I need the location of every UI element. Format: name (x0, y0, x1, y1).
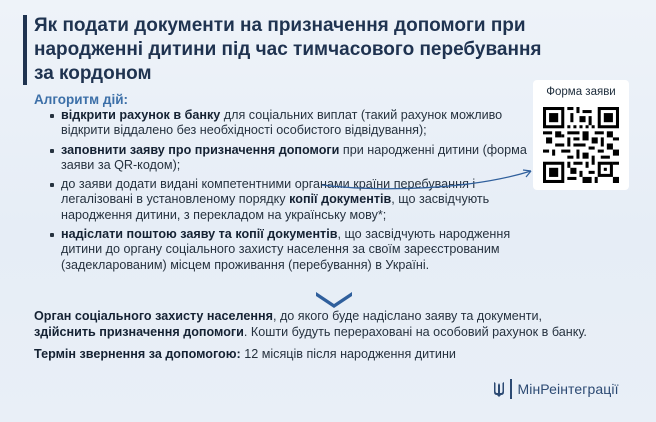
term-label: Термін звернення за допомогою: (34, 347, 241, 361)
step-3-bold: копії документів (289, 192, 392, 207)
step-4-text: , що засвідчують народження дитини до органу соціального захисту населення за своїм зареєстрованим (задекларованим) місцем проживання (перебування) в Україні. (61, 227, 511, 272)
title-accent-bar (23, 15, 27, 85)
result-paragraph (34, 308, 604, 340)
page-title: Як подати документи на призначення допомоги при народженні дитини під час тимчасового перебування за кордоном (34, 15, 542, 84)
list-item (50, 227, 530, 273)
qr-label: Форма заяви (546, 86, 616, 98)
ministry-logo (493, 378, 619, 400)
step-1-text: для соціальних виплат (такий рахунок можливо відкрити віддалено без необхідності особистого відвідування); (61, 108, 503, 138)
result-text-2: . Кошти будуть перераховані на особовий рахунок в банку. (243, 325, 587, 339)
chevron-down-icon (316, 290, 352, 308)
step-1-bold: відкрити рахунок в банку (61, 108, 221, 122)
qr-code-icon (543, 107, 619, 183)
logo-divider (510, 379, 512, 399)
step-4-bold: надіслати поштою заяву та копії документів (61, 227, 338, 242)
algorithm-title: Алгоритм дій: (34, 92, 129, 107)
term-paragraph (34, 346, 604, 362)
result-bold-1: Орган соціального захисту населення (34, 309, 273, 323)
result-block (34, 308, 604, 368)
step-2-bold: заповнити заяву про призначення допомоги (61, 142, 340, 157)
result-text-1: , до якого буде надіслано заяву та документи, (272, 309, 542, 323)
list-item (50, 143, 530, 174)
list-item (50, 177, 530, 223)
qr-card[interactable] (533, 80, 629, 190)
steps-list (50, 108, 530, 277)
list-item (50, 108, 530, 139)
trident-icon (493, 380, 505, 398)
logo-text: МінРеінтеграції (517, 381, 619, 397)
step-3-text-b: , що засвідчують народження дитини, з перекладом на українську мову*; (61, 192, 490, 222)
step-3-text-a: до заяви додати видані компетентними органами країни перебування і легалізовані в установленому порядку (61, 177, 476, 207)
step-2-text: при народженні дитини (форма заяви за QR-кодом); (61, 142, 527, 172)
result-bold-2: здійснить призначення допомоги (34, 325, 244, 339)
term-value: 12 місяців після народження дитини (240, 347, 456, 361)
